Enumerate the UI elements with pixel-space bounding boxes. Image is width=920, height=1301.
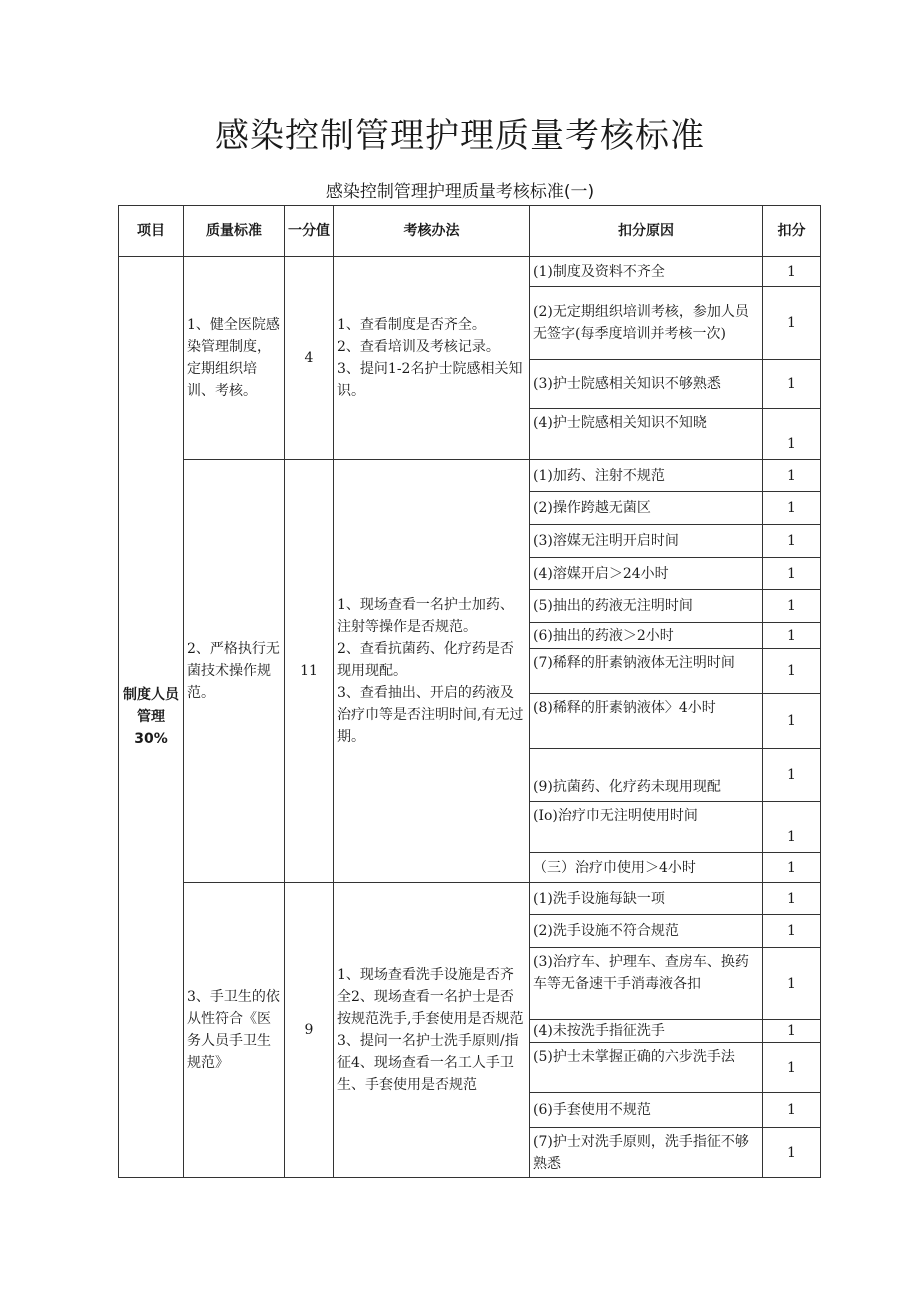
deduction-cell: 1 xyxy=(763,590,821,623)
deduction-cell: 1 xyxy=(763,883,821,915)
table-subtitle: 感染控制管理护理质量考核标准(一) xyxy=(325,182,595,202)
reason-cell: (2)无定期组织培训考核，参加人员无签字(每季度培训并考核一次) xyxy=(530,287,763,360)
reason-cell: (4)溶媒开启＞24小时 xyxy=(530,558,763,590)
reason-cell: (5)护士未掌握正确的六步洗手法 xyxy=(530,1043,763,1093)
deduction-cell: 1 xyxy=(763,287,821,360)
deduction-cell: 1 xyxy=(763,460,821,492)
deduction-cell: 1 xyxy=(763,558,821,590)
reason-cell: (3)溶媒无注明开启时间 xyxy=(530,525,763,558)
reason-cell: (3)护士院感相关知识不够熟悉 xyxy=(530,360,763,409)
table-row xyxy=(119,460,821,492)
header-deduction: 扣分 xyxy=(763,206,821,257)
header-method: 考核办法 xyxy=(334,206,530,257)
deduction-cell: 1 xyxy=(763,649,821,694)
reason-cell: (3)治疗车、护理车、查房车、换药车等无备速干手消毒液各扣 xyxy=(530,948,763,1020)
reason-cell: (7)护士对洗手原则，洗手指征不够熟悉 xyxy=(530,1128,763,1178)
reason-cell: (6)手套使用不规范 xyxy=(530,1093,763,1128)
reason-cell: (1)制度及资料不齐全 xyxy=(530,257,763,287)
category-cell: 制度人员管理30% xyxy=(119,257,184,1178)
reason-cell: (1)加药、注射不规范 xyxy=(530,460,763,492)
reason-cell: (2)洗手设施不符合规范 xyxy=(530,915,763,948)
deduction-cell: 1 xyxy=(763,623,821,649)
score-cell: 11 xyxy=(285,460,334,883)
method-cell: 1、现场查看洗手设施是否齐全2、现场查看一名护士是否按规范洗手,手套使用是否规范3、提问一名护士洗手原则/指征4、现场查看一名工人手卫生、手套使用是否规范 xyxy=(334,883,530,1178)
reason-cell: (9)抗菌药、化疗药未现用现配 xyxy=(530,749,763,802)
header-reason: 扣分原因 xyxy=(530,206,763,257)
reason-cell: (7)稀释的肝素钠液体无注明时间 xyxy=(530,649,763,694)
standard-cell: 2、严格执行无菌技术操作规范。 xyxy=(184,460,285,883)
deduction-cell: 1 xyxy=(763,915,821,948)
method-cell: 1、现场查看一名护士加药、注射等操作是否规范。 2、查看抗菌药、化疗药是否现用现配。 3、查看抽出、开启的药液及治疗巾等是否注明时间,有无过期。 xyxy=(334,460,530,883)
deduction-cell: 1 xyxy=(763,853,821,883)
deduction-cell: 1 xyxy=(763,525,821,558)
deduction-cell: 1 xyxy=(763,948,821,1020)
reason-cell: （三）治疗巾使用＞4小时 xyxy=(530,853,763,883)
deduction-cell: 1 xyxy=(763,802,821,853)
reason-cell: (2)操作跨越无菌区 xyxy=(530,492,763,525)
standard-cell: 3、手卫生的依从性符合《医务人员手卫生规范》 xyxy=(184,883,285,1178)
deduction-cell: 1 xyxy=(763,1128,821,1178)
header-row xyxy=(119,206,821,257)
reason-cell: (4)未按洗手指征洗手 xyxy=(530,1020,763,1043)
reason-cell: (5)抽出的药液无注明时间 xyxy=(530,590,763,623)
method-cell: 1、查看制度是否齐全。 2、查看培训及考核记录。 3、提问1-2名护士院感相关知识。 xyxy=(334,257,530,460)
reason-cell: (6)抽出的药液＞2小时 xyxy=(530,623,763,649)
table-row xyxy=(119,883,821,915)
standard-cell: 1、健全医院感染管理制度，定期组织培训、考核。 xyxy=(184,257,285,460)
score-cell: 9 xyxy=(285,883,334,1178)
deduction-cell: 1 xyxy=(763,1020,821,1043)
deduction-cell: 1 xyxy=(763,409,821,460)
reason-cell: (Io)治疗巾无注明使用时间 xyxy=(530,802,763,853)
header-score: 一分值 xyxy=(285,206,334,257)
deduction-cell: 1 xyxy=(763,749,821,802)
deduction-cell: 1 xyxy=(763,1093,821,1128)
deduction-cell: 1 xyxy=(763,694,821,749)
document-title: 感染控制管理护理质量考核标准 xyxy=(215,116,705,156)
deduction-cell: 1 xyxy=(763,1043,821,1093)
score-cell: 4 xyxy=(285,257,334,460)
reason-cell: (4)护士院感相关知识不知晓 xyxy=(530,409,763,460)
header-item: 项目 xyxy=(119,206,184,257)
header-standard: 质量标准 xyxy=(184,206,285,257)
deduction-cell: 1 xyxy=(763,257,821,287)
assessment-table xyxy=(118,205,821,1178)
deduction-cell: 1 xyxy=(763,492,821,525)
table-row xyxy=(119,257,821,287)
reason-cell: (1)洗手设施每缺一项 xyxy=(530,883,763,915)
deduction-cell: 1 xyxy=(763,360,821,409)
reason-cell: (8)稀释的肝素钠液体〉4小时 xyxy=(530,694,763,749)
